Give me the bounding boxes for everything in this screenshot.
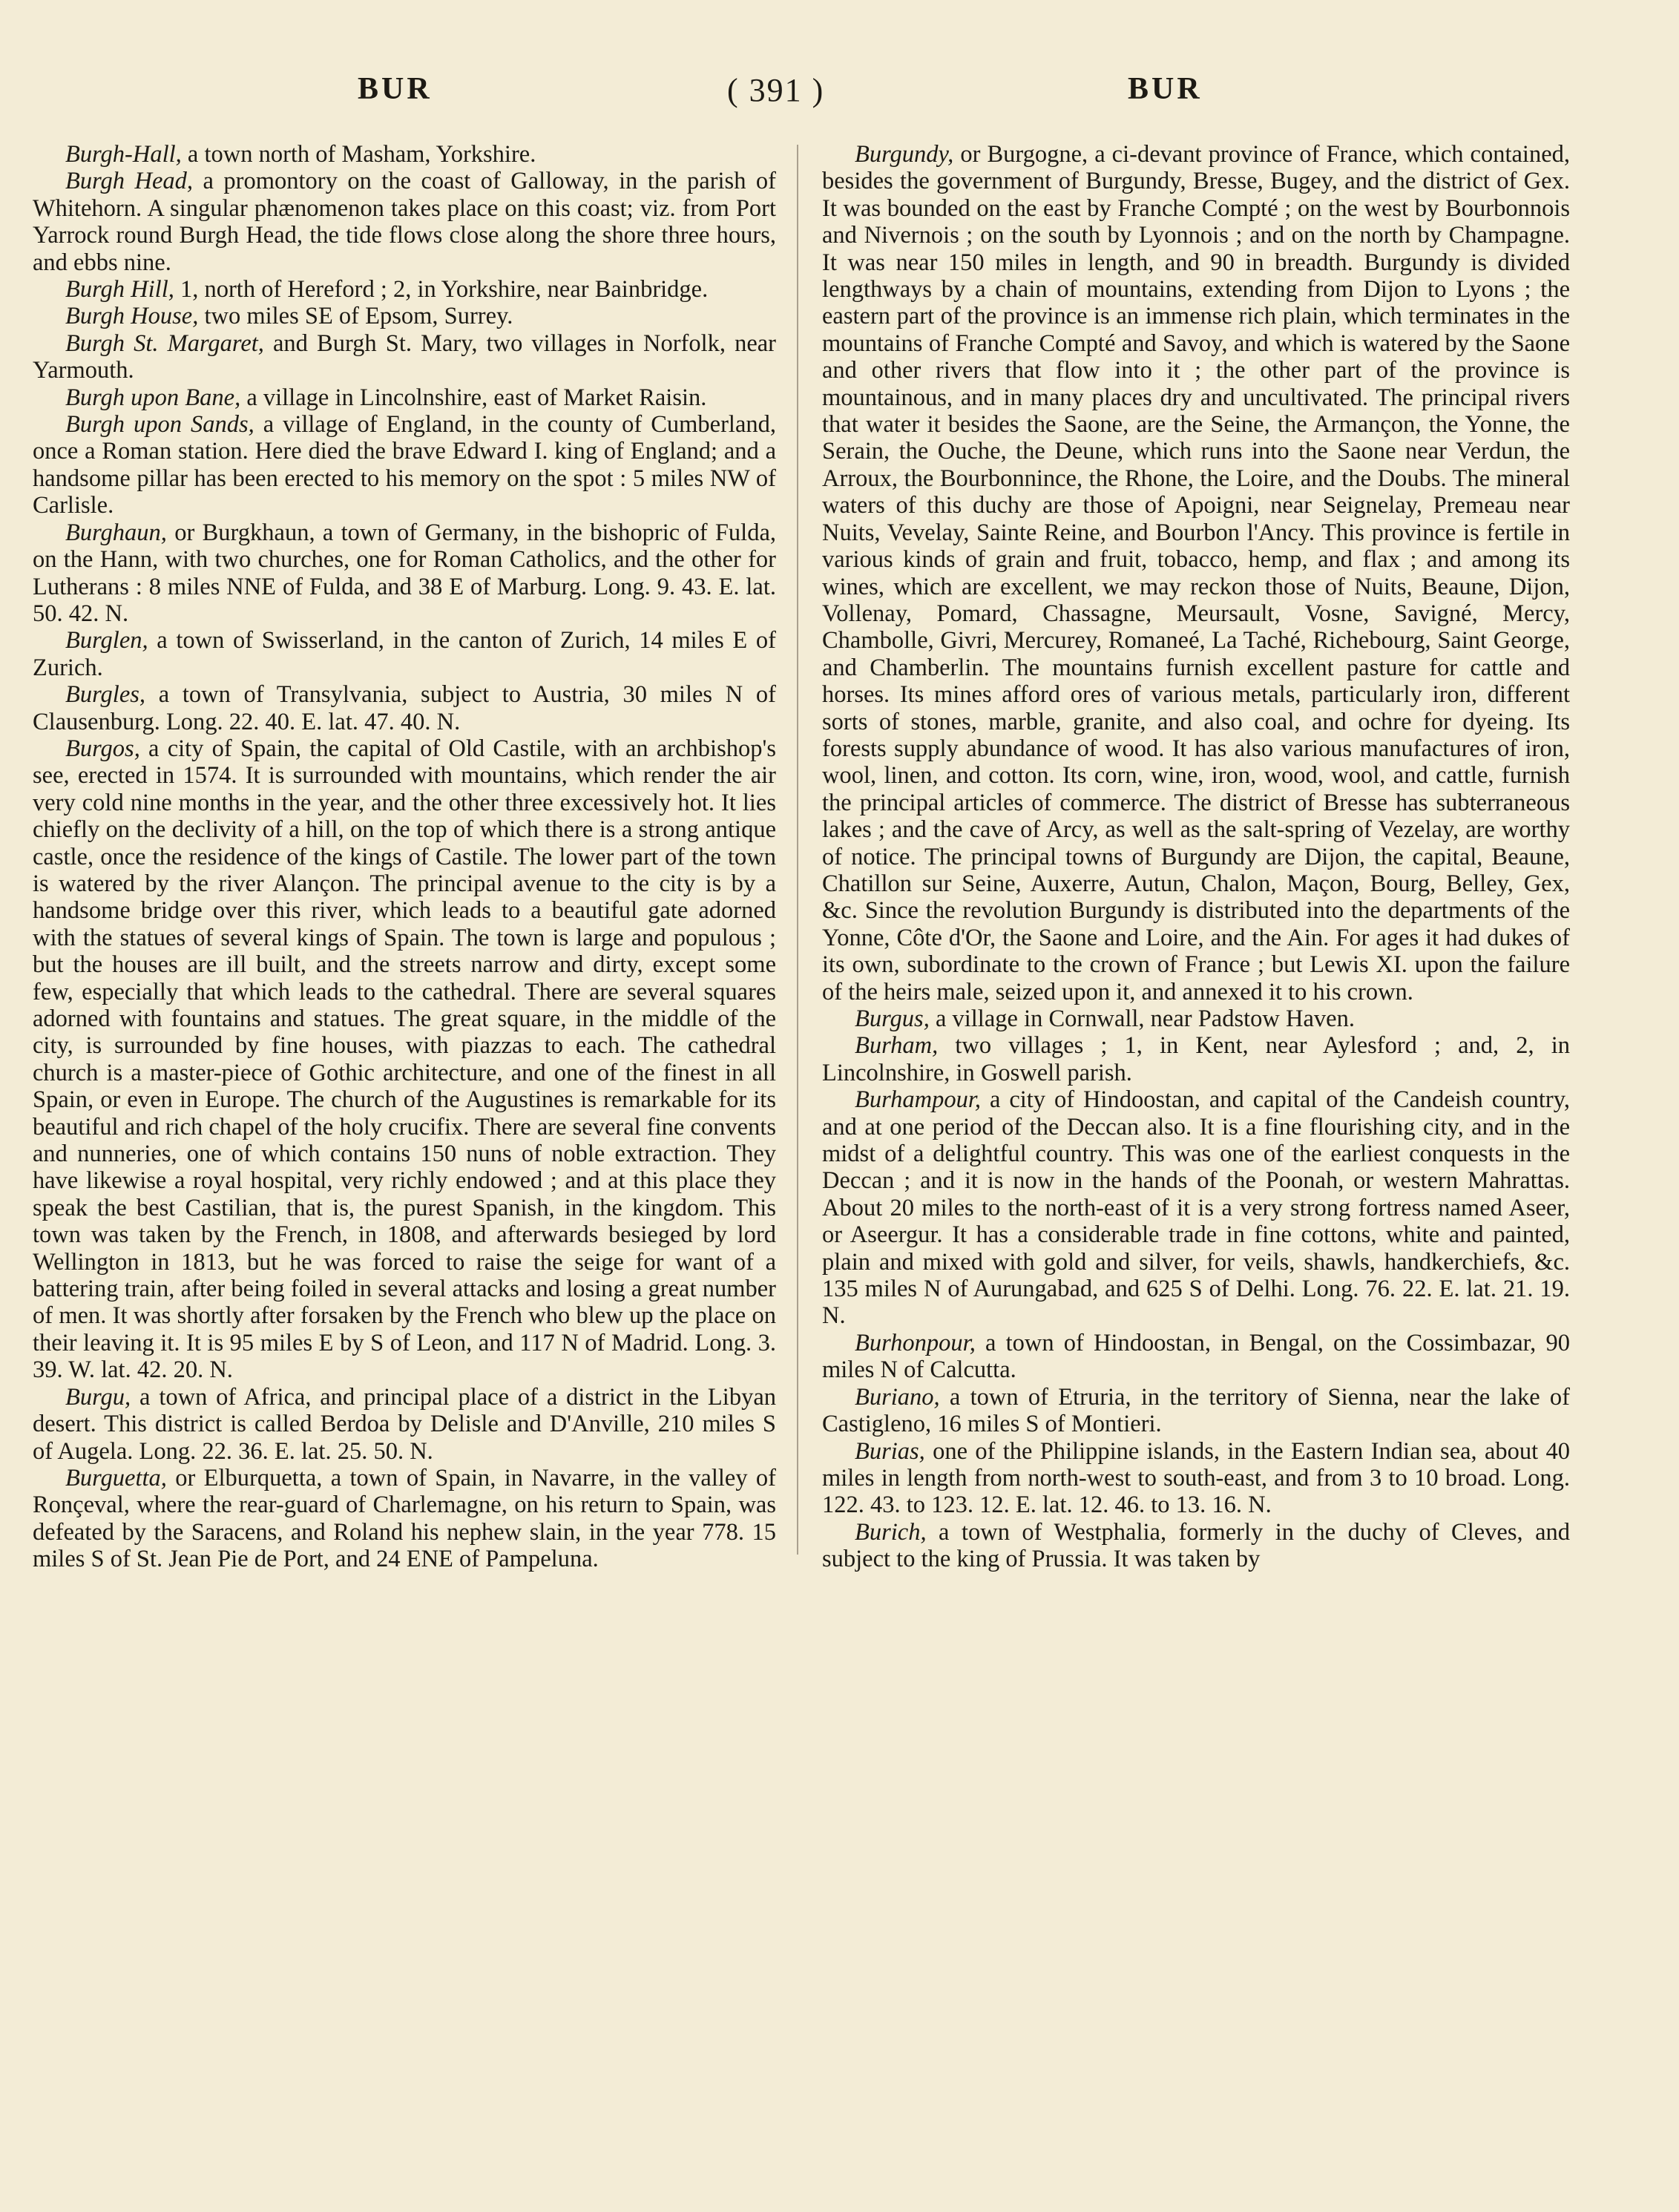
entry-headword: Burgh upon Bane, — [65, 384, 241, 411]
page-number: ( 391 ) — [727, 72, 825, 108]
entry-headword: Burgh-Hall, — [65, 141, 182, 168]
gazetteer-entry — [33, 276, 776, 303]
gazetteer-entry — [822, 1438, 1570, 1519]
entry-headword: Burglen, — [65, 627, 148, 654]
entry-headword: Burgh House, — [65, 303, 199, 330]
entry-text: two miles SE of Epsom, Surrey. — [198, 303, 513, 330]
entry-text: and Burgh St. Mary, two villages in Norfolk, near Yarmouth. — [33, 329, 777, 384]
gazetteer-entry — [33, 681, 776, 735]
gazetteer-entry — [33, 168, 776, 276]
entry-headword: Burhampour, — [855, 1086, 982, 1114]
gazetteer-entry — [822, 1005, 1570, 1032]
entry-headword: Burgos, — [65, 735, 140, 762]
entry-headword: Burich, — [855, 1518, 927, 1546]
entry-headword: Burghaun, — [65, 519, 167, 546]
entry-text: a town of Hindoostan, in Bengal, on the Cossimbazar, 90 miles N of Calcutta. — [822, 1329, 1570, 1384]
gazetteer-entry — [33, 519, 776, 628]
gazetteer-entry — [33, 330, 776, 384]
entry-headword: Burgh upon Sands, — [65, 411, 254, 439]
gazetteer-entry — [822, 1330, 1570, 1384]
entry-headword: Burgh St. Margaret, — [65, 329, 264, 357]
gazetteer-entry — [822, 1519, 1570, 1573]
gazetteer-entry — [822, 141, 1570, 1005]
entry-text: a city of Hindoostan, and capital of the Candeish country, and at one period of the Deccan also. It is a fine flourishing city, and in the midst of a delightful country. This was one of the earliest conquests in the Deccan ; and it is now in the hands of the Poonah, or western Mahrattas. About 20 miles to the north-east of it is a very strong fortress named Aseer, or Aseergur. It has a considerable trade in fine cottons, white and painted, plain and mixed with gold and silver, for veils, shawls, handkerchiefs, &c. 135 miles N of Aurungabad, and 625 S of Delhi. Long. 76. 22. E. lat. 21. 19. N. — [822, 1086, 1570, 1330]
entry-headword: Burhonpour, — [855, 1329, 976, 1356]
gazetteer-entry — [33, 384, 776, 411]
entry-headword: Burgh Head, — [65, 168, 194, 195]
gazetteer-entry — [33, 735, 776, 1384]
entry-text: 1, north of Hereford ; 2, in Yorkshire, near Bainbridge. — [174, 276, 709, 303]
page-header — [0, 71, 1679, 123]
running-head-right: BUR — [1128, 72, 1203, 106]
entry-text: a village in Cornwall, near Padstow Haven. — [929, 1005, 1355, 1032]
entry-text: a village in Lincolnshire, east of Market Raisin. — [240, 384, 707, 411]
gazetteer-entry — [33, 1465, 776, 1573]
gazetteer-entry — [33, 141, 776, 168]
entry-headword: Buriano, — [855, 1383, 940, 1411]
entry-text: or Burgogne, a ci-devant province of France, which contained, besides the government of Burgundy, Bresse, Bugey, and the district of Gex. It was bounded on the east by Franche Compté ; on the west by Bourbonnois and Nivernois ; on the south by Lyonnois ; and on the north by Champagne. It was near 150 miles in length, and 90 in breadth. Burgundy is divided lengthways by a chain of mountains, extending from Dijon to Lyons ; the eastern part of the province is an immense rich plain, which terminates in the mountains of Franche Compté and Savoy, and which is watered by the Saone and other rivers that flow into it ; the other part of the province is mountainous, and in many places dry and uncultivated. The principal rivers that water it besides the Saone, are the Seine, the Armançon, the Yonne, the Serain, the Ouche, the Deune, which runs into the Saone near Verdun, the Arroux, the Bourbonnince, the Rhone, the Loire, and the Doubs. The mineral waters of this duchy are those of Apoigni, near Seignelay, Premeau near Nuits, Vevelay, Sainte Reine, and Bourbon l'Ancy. This province is fertile in various kinds of grain and fruit, tobacco, hemp, and flax ; and among its wines, which are excellent, we may reckon those of Nuits, Beaune, Dijon, Vollenay, Pomard, Chassagne, Meursault, Vosne, Savigné, Mercy, Chambolle, Givri, Mercurey, Romaneé, La Taché, Richebourg, Saint George, and Chamberlin. The mountains furnish excellent pasture for cattle and horses. Its mines afford ores of various metals, particularly iron, different sorts of stones, marble, granite, and also coal, and ochre for dyeing. Its forests supply abundance of wood. It has also various manufactures of iron, wool, linen, and cotton. Its corn, wine, iron, wood, wool, and cattle, furnish the principal articles of commerce. The district of Bresse has subterraneous lakes ; and the cave of Arcy, as well as the salt-spring of Vezelay, are worthy of notice. The principal towns of Burgundy are Dijon, the capital, Beaune, Chatillon sur Seine, Auxerre, Autun, Chalon, Maçon, Bourg, Belley, Gex, &c. Since the revolution Burgundy is distributed into the departments of the Yonne, Côte d'Or, the Saone and Loire, and the Ain. For ages it had dukes of its own, subordinate to the crown of France ; but Lewis XI. upon the failure of the heirs male, seized upon it, and annexed it to his crown. — [822, 141, 1570, 1005]
column-divider — [797, 145, 798, 1555]
gazetteer-entry — [822, 1032, 1570, 1086]
entry-text: or Burgkhaun, a town of Germany, in the bishopric of Fulda, on the Hann, with two churches, one for Roman Catholics, and the other for Lutherans : 8 miles NNE of Fulda, and 38 E of Marburg. Long. 9. 43. E. lat. 50. 42. N. — [33, 519, 776, 627]
running-head-left: BUR — [358, 72, 433, 106]
gazetteer-entry — [33, 411, 776, 519]
entry-text: a town of Etruria, in the territory of Sienna, near the lake of Castigleno, 16 miles S of Montieri. — [822, 1383, 1570, 1438]
gazetteer-entry — [33, 303, 776, 329]
entry-text: a promontory on the coast of Galloway, in the parish of Whitehorn. A singular phænomenon takes place on this coast; viz. from Port Yarrock round Burgh Head, the tide flows close along the shore three hours, and ebbs nine. — [33, 168, 776, 276]
entry-text: a town north of Masham, Yorkshire. — [181, 141, 536, 168]
entry-headword: Burgh Hill, — [65, 276, 174, 303]
entry-text: a town of Transylvania, subject to Austria, 30 miles N of Clausenburg. Long. 22. 40. E. lat. 47. 40. N. — [33, 681, 776, 735]
gazetteer-entry — [822, 1086, 1570, 1330]
entry-text: a village of England, in the county of Cumberland, once a Roman station. Here died the brave Edward I. king of England; and a handsome pillar has been erected to his memory on the spot : 5 miles NW of Carlisle. — [33, 411, 776, 519]
entry-text: one of the Philippine islands, in the Eastern Indian sea, about 40 miles in length from north-west to south-east, and from 3 to 10 broad. Long. 122. 43. to 123. 12. E. lat. 12. 46. to 13. 16. N. — [822, 1437, 1570, 1519]
entry-text: a city of Spain, the capital of Old Castile, with an archbishop's see, erected in 1574. It is surrounded with mountains, which render the air very cold nine months in the year, and the other three excessively hot. It lies chiefly on the declivity of a hill, on the top of which there is a strong antique castle, once the residence of the kings of Castile. The lower part of the town is watered by the river Alançon. The principal avenue to the city is by a handsome bridge over this river, which leads to a beautiful gate adorned with the statues of several kings of Spain. The town is large and populous ; but the houses are ill built, and the streets narrow and dirty, except some few, especially that which leads to the cathedral. There are several squares adorned with fountains and statues. The great square, in the middle of the city, is surrounded by fine houses, with piazzas to each. The cathedral church is a master-piece of Gothic architecture, and one of the finest in all Spain, or even in Europe. The church of the Augustines is remarkable for its beautiful and rich chapel of the holy crucifix. There are several fine convents and nunneries, one of which contains 150 nuns of noble extraction. They have likewise a royal hospital, very richly endowed ; and at this place they speak the best Castilian, that is, the purest Spanish, in the kingdom. This town was taken by the French, in 1808, and afterwards besieged by lord Wellington in 1813, but he was forced to raise the seige for want of a battering train, after being foiled in several attacks and losing a great number of men. It was shortly after forsaken by the French who blew up the place on their leaving it. It is 95 miles E by S of Leon, and 117 N of Madrid. Long. 3. 39. W. lat. 42. 20. N. — [33, 735, 776, 1384]
entry-headword: Burgus, — [855, 1005, 930, 1032]
gazetteer-entry — [33, 627, 776, 681]
entry-text: or Elburquetta, a town of Spain, in Navarre, in the valley of Ronçeval, where the rear-guard of Charlemagne, on his return to Spain, was defeated by the Saracens, and Roland his nephew slain, in the year 778. 15 miles S of St. Jean Pie de Port, and 24 ENE of Pampeluna. — [33, 1464, 776, 1573]
gazetteer-entry — [33, 1384, 776, 1465]
left-column — [33, 141, 776, 1573]
entry-text: a town of Westphalia, formerly in the duchy of Cleves, and subject to the king of Prussia. It was taken by — [822, 1518, 1570, 1573]
entry-headword: Burgles, — [65, 681, 146, 709]
entry-headword: Burgundy, — [855, 141, 954, 168]
entry-headword: Burham, — [855, 1032, 939, 1060]
entry-text: a town of Africa, and principal place of a district in the Libyan desert. This district is called Berdoa by Delisle and D'Anville, 210 miles S of Augela. Long. 22. 36. E. lat. 25. 50. N. — [33, 1383, 776, 1465]
right-column — [822, 141, 1570, 1573]
entry-headword: Burgu, — [65, 1383, 131, 1411]
gazetteer-entry — [822, 1384, 1570, 1438]
entry-headword: Burguetta, — [65, 1464, 167, 1491]
entry-headword: Burias, — [855, 1437, 925, 1465]
entry-text: a town of Swisserland, in the canton of Zurich, 14 miles E of Zurich. — [33, 627, 776, 681]
entry-text: two villages ; 1, in Kent, near Aylesford ; and, 2, in Lincolnshire, in Goswell parish. — [822, 1032, 1570, 1086]
